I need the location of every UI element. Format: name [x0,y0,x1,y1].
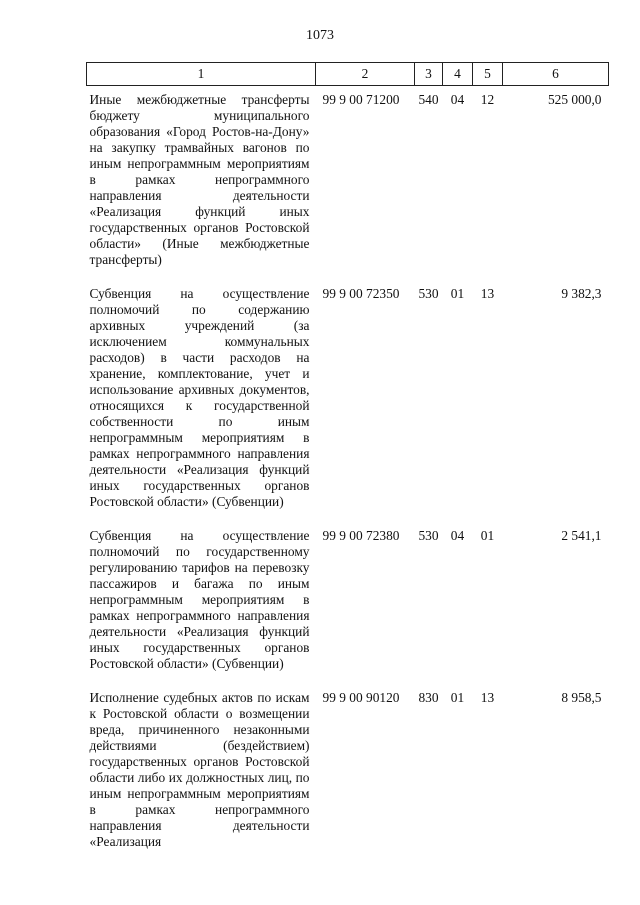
row-amount: 2 541,1 [561,528,602,543]
row-section: 04 [450,92,465,107]
row-description: Иные межбюджетные трансферты бюджету муниципального образования «Город Ростов-на-Дону» на закупку трамвайных вагонов по иным непрограммным мероприятиям в рамках непрограммного направления деятельности «Реализация функций иных государственных органов Ростовской области» (Иные межбюджетные трансферты) [89,92,310,267]
row-description: Субвенция на осуществление полномочий по содержанию архивных учреждений (за исключением коммунальных расходов) в части расходов на хранение, комплектование, учет и использование архивных документов, относящихся к государственной собственности по иным непрограммным мероприятиям в рамках непрограммного направления деятельности «Реализация функций иных государственных органов Ростовской области» (Субвенции) [89,286,310,509]
row-section: 01 [450,286,465,301]
row-expense-type: 530 [418,286,439,301]
column-header-3: 3 [415,63,443,86]
row-target-code: 99 9 00 71200 [322,92,400,107]
row-target-code: 99 9 00 72380 [322,528,400,543]
row-section: 01 [450,690,465,705]
table-row [87,528,609,690]
row-subsection: 12 [480,92,495,107]
row-description: Исполнение судебных актов по искам к Ростовской области о возмещении вреда, причиненного незаконными действиями (бездействием) государственных органов Ростовской области либо их должностных лиц, по иным непрограммным мероприятиям в рамках непрограммного направления деятельности «Реализация [89,690,310,849]
row-target-code: 99 9 00 72350 [322,286,400,301]
row-expense-type: 540 [418,92,439,107]
row-amount: 525 000,0 [547,92,602,107]
row-subsection: 13 [480,286,495,301]
column-header-6: 6 [503,63,609,86]
column-header-4: 4 [443,63,473,86]
row-expense-type: 530 [418,528,439,543]
table-row [87,690,609,868]
row-expense-type: 830 [418,690,439,705]
row-subsection: 01 [480,528,495,543]
column-header-1: 1 [87,63,316,86]
table-row [87,86,609,287]
row-subsection: 13 [480,690,495,705]
budget-table [86,62,609,868]
column-header-5: 5 [473,63,503,86]
row-amount: 9 382,3 [561,286,602,301]
row-amount: 8 958,5 [561,690,602,705]
row-description: Субвенция на осуществление полномочий по государственному регулированию тарифов на перевозку пассажиров и багажа по иным непрограммным мероприятиям в рамках непрограммного направления деятельности «Реализация функций иных государственных органов Ростовской области» (Субвенции) [89,528,310,671]
table-row [87,286,609,528]
page-number: 1073 [306,28,334,43]
row-target-code: 99 9 00 90120 [322,690,400,705]
column-header-2: 2 [316,63,415,86]
table-header-row [87,63,609,86]
row-section: 04 [450,528,465,543]
